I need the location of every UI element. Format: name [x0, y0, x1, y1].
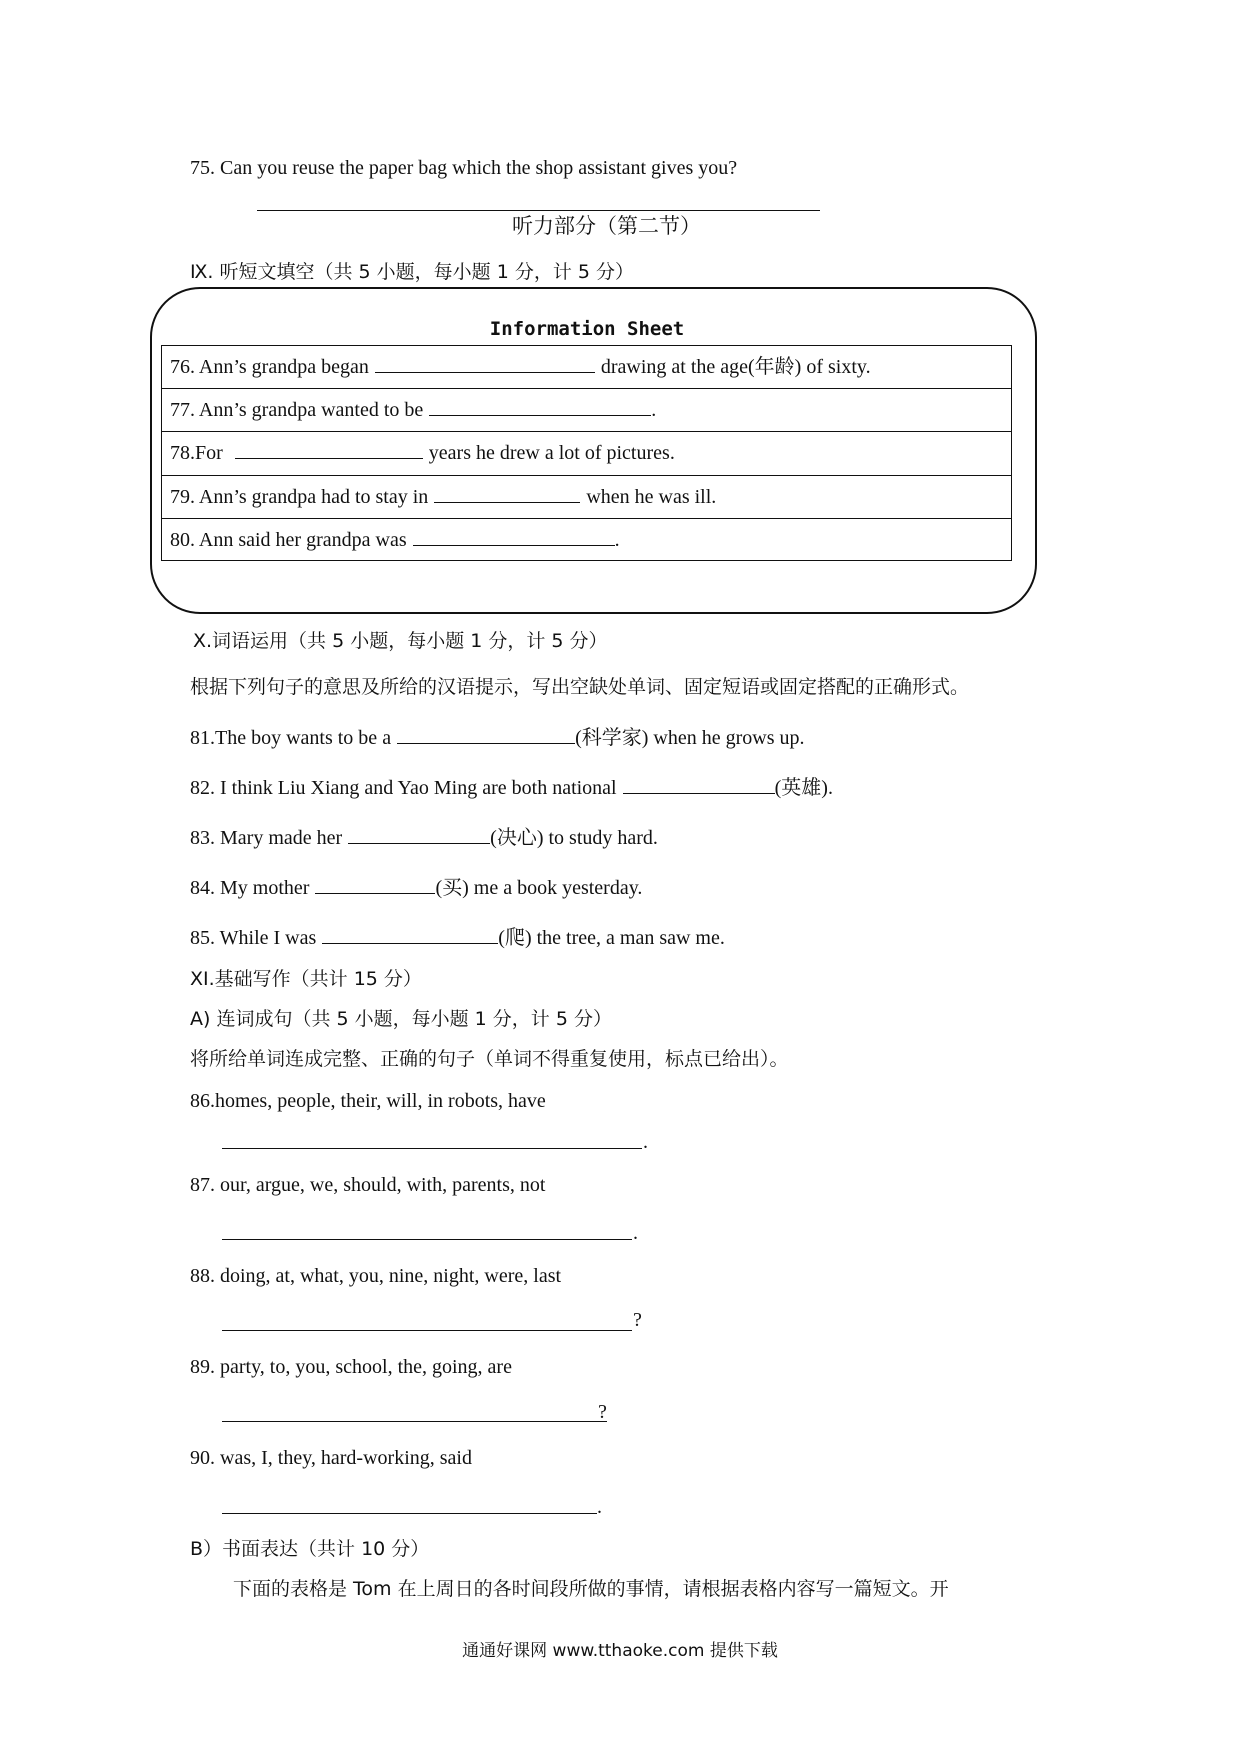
info-row-76-text: 76. Ann’s grandpa began — [170, 356, 369, 378]
question-82-text: 82. I think Liu Xiang and Yao Ming are both national — [190, 777, 617, 799]
question-81-text: 81.The boy wants to be a — [190, 727, 392, 749]
part-a-instruction: 将所给单词连成完整、正确的句子（单词不得重复使用，标点已给出）。 — [190, 1048, 789, 1070]
question-84-after: (买) me a book yesterday. — [435, 877, 643, 899]
question-75: 75. Can you reuse the paper bag which the shop assistant gives you? — [190, 157, 738, 179]
question-82-after: (英雄). — [774, 777, 833, 799]
section-x-instruction: 根据下列句子的意思及所给的汉语提示，写出空缺处单词、固定短语或固定搭配的正确形式。 — [190, 676, 970, 698]
question-84 — [190, 875, 642, 900]
listening-part2-title: 听力部分（第二节） — [512, 214, 701, 238]
info-row-78-after: years he drew a lot of pictures. — [428, 442, 675, 465]
info-row-76 — [162, 346, 1011, 389]
answer-line-89[interactable] — [222, 1421, 607, 1422]
info-row-80-after: . — [614, 528, 620, 551]
question-84-text: 84. My mother — [190, 877, 310, 899]
info-row-79 — [162, 476, 1011, 519]
blank-78[interactable] — [235, 440, 423, 459]
answer-end-87: . — [633, 1222, 638, 1244]
blank-84[interactable] — [315, 875, 435, 894]
question-82 — [190, 775, 833, 800]
question-86: 86.homes, people, their, will, in robots, have — [190, 1090, 546, 1112]
info-row-78-text: 78.For — [170, 442, 223, 465]
footer-text: 通通好课网 www.tthaoke.com 提供下载 — [462, 1641, 778, 1661]
info-row-77-after: . — [651, 399, 657, 422]
blank-81[interactable] — [397, 725, 575, 744]
answer-line-90[interactable] — [222, 1513, 597, 1514]
question-89: 89. party, to, you, school, the, going, are — [190, 1356, 512, 1378]
info-row-80 — [162, 519, 1011, 562]
info-row-76-after: drawing at the age(年龄) of sixty. — [600, 356, 871, 378]
answer-line-86[interactable] — [222, 1148, 642, 1149]
blank-85[interactable] — [322, 925, 498, 944]
answer-end-90: . — [597, 1496, 602, 1518]
blank-79[interactable] — [434, 484, 580, 503]
question-85 — [190, 925, 725, 950]
information-sheet-title: Information Sheet — [489, 318, 685, 340]
answer-end-86: . — [643, 1131, 648, 1153]
question-81 — [190, 725, 804, 750]
question-81-after: (科学家) when he grows up. — [575, 727, 805, 749]
info-row-77 — [162, 389, 1011, 432]
info-row-77-text: 77. Ann’s grandpa wanted to be — [170, 399, 424, 422]
information-sheet-table — [161, 345, 1012, 561]
answer-end-89: ? — [598, 1401, 607, 1423]
answer-line-88[interactable] — [222, 1330, 632, 1331]
question-83-text: 83. Mary made her — [190, 827, 343, 849]
question-83-after: (决心) to study hard. — [490, 827, 658, 849]
question-90: 90. was, I, they, hard-working, said — [190, 1447, 472, 1469]
blank-80[interactable] — [413, 527, 615, 546]
question-85-text: 85. While I was — [190, 927, 317, 949]
info-row-78 — [162, 432, 1011, 475]
blank-83[interactable] — [348, 825, 490, 844]
question-83 — [190, 825, 658, 850]
part-b-heading: B）书面表达（共计 10 分） — [190, 1538, 430, 1560]
blank-82[interactable] — [623, 775, 775, 794]
answer-line-75[interactable] — [257, 210, 820, 211]
section-xi-heading: XI.基础写作（共计 15 分） — [190, 968, 422, 990]
info-row-80-text: 80. Ann said her grandpa was — [170, 528, 407, 551]
question-87: 87. our, argue, we, should, with, parents, not — [190, 1174, 546, 1196]
question-88: 88. doing, at, what, you, nine, night, were, last — [190, 1265, 562, 1287]
answer-line-87[interactable] — [222, 1239, 632, 1240]
info-row-79-after: when he was ill. — [586, 485, 717, 508]
question-85-after: (爬) the tree, a man saw me. — [498, 927, 725, 949]
section-x-heading: Ⅹ.词语运用（共 5 小题，每小题 1 分，计 5 分） — [193, 630, 608, 652]
blank-77[interactable] — [429, 397, 651, 416]
blank-76[interactable] — [375, 354, 595, 373]
info-row-79-text: 79. Ann’s grandpa had to stay in — [170, 485, 429, 508]
part-b-text: 下面的表格是 Tom 在上周日的各时间段所做的事情，请根据表格内容写一篇短文。开 — [233, 1578, 949, 1600]
part-a-heading: A) 连词成句（共 5 小题，每小题 1 分，计 5 分） — [190, 1008, 612, 1030]
section-ix-heading: Ⅸ. 听短文填空（共 5 小题，每小题 1 分，计 5 分） — [190, 261, 635, 283]
answer-end-88: ? — [633, 1309, 642, 1331]
